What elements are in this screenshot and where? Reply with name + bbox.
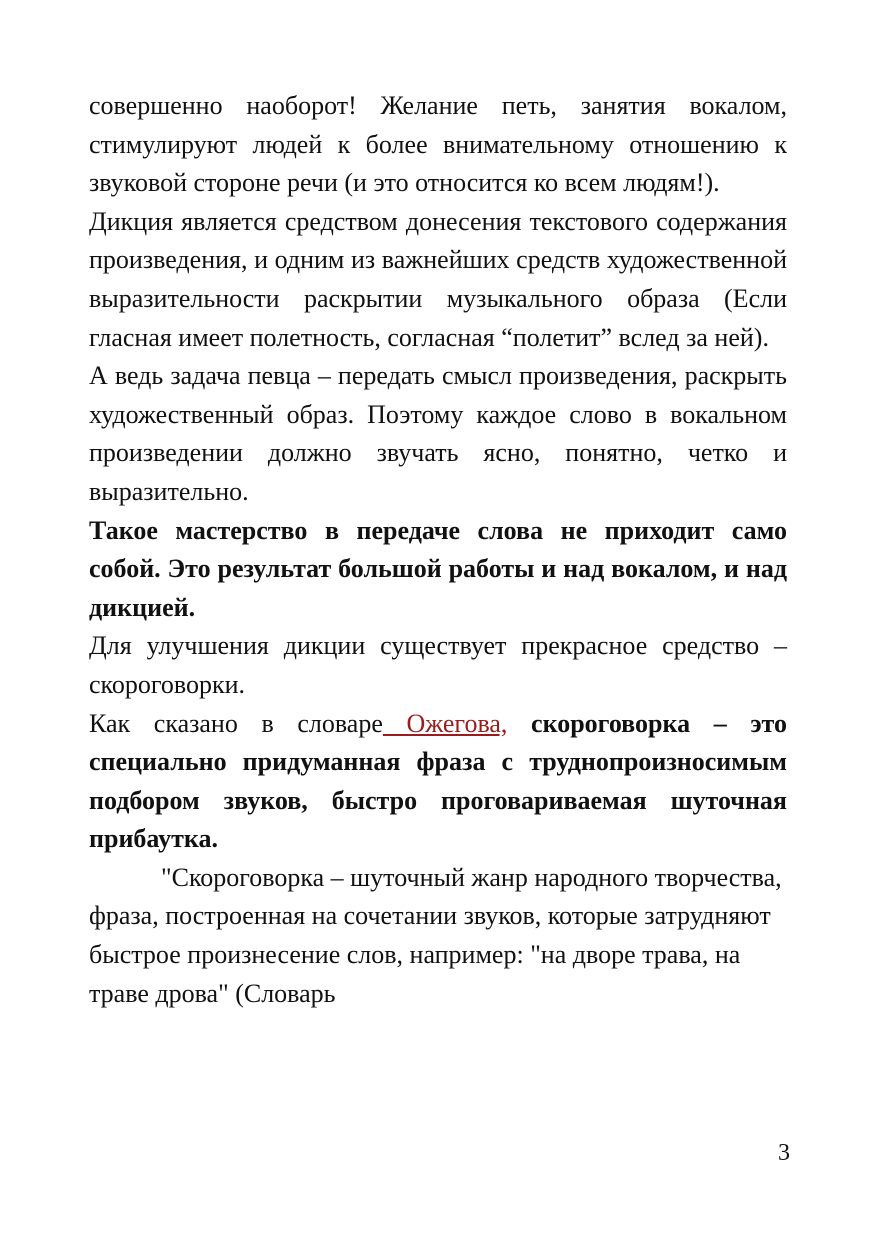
paragraph-4-bold: Такое мастерство в передаче слова не приходит само собой. Это результат большой работы и над вокалом, и над дикцией. bbox=[89, 515, 787, 622]
document-page bbox=[89, 87, 787, 1013]
paragraph-6 bbox=[89, 705, 787, 859]
page-number: 3 bbox=[778, 1140, 790, 1166]
paragraph-1: совершенно наоборот! Желание петь, занятия вокалом, стимулируют людей к более внимательному отношению к звуковой стороне речи (и это относится ко всем людям!). bbox=[89, 91, 787, 198]
paragraph-6-prefix: Как сказано в словаре bbox=[89, 708, 383, 738]
paragraph-2: Дикция является средством донесения текстового содержания произведения, и одним из важнейших средств художественной выразительности раскрытии музыкального образа (Если гласная имеет полетность, согласная “полетит” вслед за ней). bbox=[89, 206, 787, 352]
paragraph-6-definition: скороговорка – это специально придуманная фраза с труднопроизносимым подбором звуков, быстро проговариваемая шуточная прибаутка. bbox=[89, 708, 787, 854]
paragraph-5: Для улучшения дикции существует прекрасное средство – скороговорки. bbox=[89, 631, 787, 699]
paragraph-7-quote: "Скороговорка – шуточный жанр народного творчества, фраза, построенная на сочетании звуков, которые затрудняют быстрое произнесение слов, например: "на дворе трава, на траве дрова" (Словарь bbox=[89, 862, 782, 1008]
paragraph-3: А ведь задача певца – передать смысл произведения, раскрыть художественный образ. Поэтому каждое слово в вокальном произведении должно звучать ясно, понятно, четко и выразительно. bbox=[89, 361, 787, 506]
ozhegov-link[interactable]: Ожегова, bbox=[382, 708, 508, 738]
